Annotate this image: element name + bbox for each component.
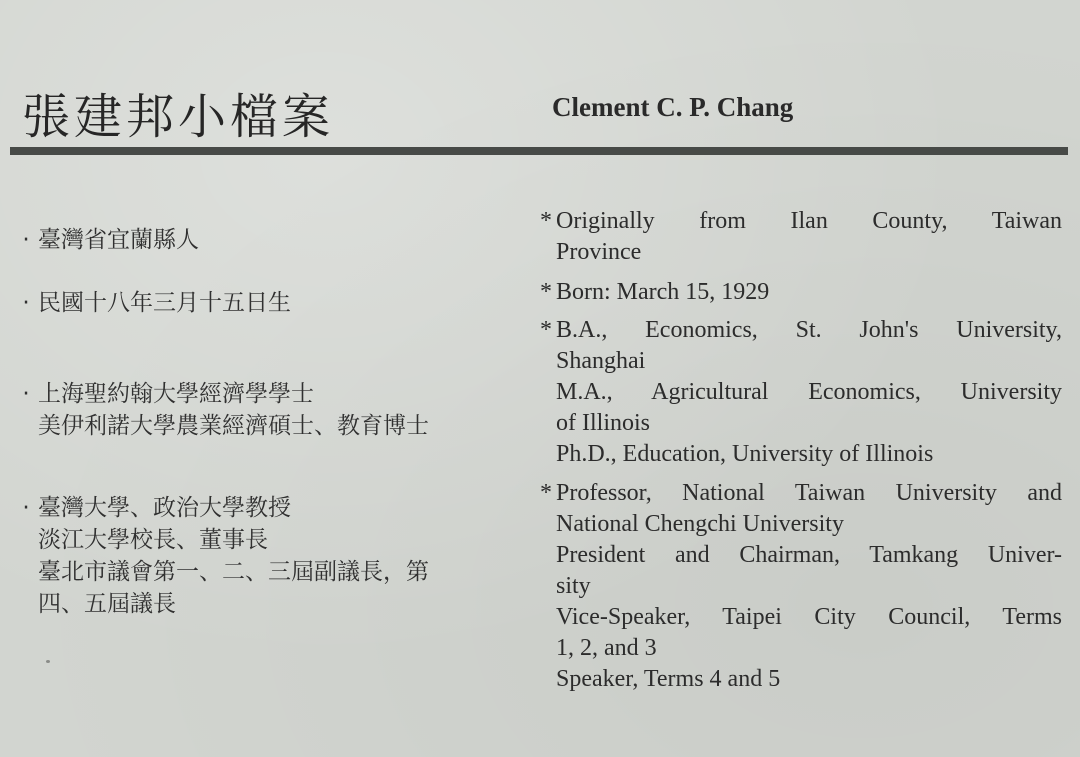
chinese-line: 美伊利諾大學農業經濟碩士、教育博士 bbox=[38, 413, 429, 439]
english-line: * Originally from Ilan County, Taiwan bbox=[540, 208, 1062, 234]
header-rule bbox=[10, 147, 1068, 155]
bullet-dot: · bbox=[22, 495, 30, 521]
english-line: Ph.D., Education, University of Illinois bbox=[556, 441, 934, 467]
english-line: Province bbox=[556, 239, 642, 265]
english-item bbox=[540, 478, 1062, 695]
english-item bbox=[540, 315, 1062, 470]
bullet-dot: · bbox=[22, 290, 30, 316]
chinese-item bbox=[14, 224, 524, 256]
english-line: National Chengchi University bbox=[556, 511, 844, 537]
english-line: M.A., Agricultural Economics, University bbox=[556, 379, 1062, 405]
paper-speck bbox=[46, 660, 50, 663]
english-line: * Professor, National Taiwan University and bbox=[540, 480, 1062, 506]
chinese-line: · 民國十八年三月十五日生 bbox=[14, 287, 524, 319]
chinese-line: 淡江大學校長、董事長 bbox=[38, 527, 268, 553]
chinese-line: · 上海聖約翰大學經濟學學士 bbox=[14, 378, 524, 410]
bullet-dot: · bbox=[22, 381, 30, 407]
english-line: President and Chairman, Tamkang Univer- bbox=[556, 542, 1062, 568]
chinese-item bbox=[14, 378, 524, 442]
english-item bbox=[540, 277, 1062, 308]
chinese-line: 臺北市議會第一、二、三屆副議長，第 bbox=[38, 559, 429, 585]
chinese-item bbox=[14, 287, 524, 319]
title-chinese: 張建邦小檔案 bbox=[22, 89, 335, 145]
english-line: * B.A., Economics, St. John's University, bbox=[540, 317, 1062, 343]
english-line: Speaker, Terms 4 and 5 bbox=[556, 666, 781, 692]
english-line: of Illinois bbox=[556, 410, 650, 436]
title-english: Clement C. P. Chang bbox=[552, 92, 794, 122]
chinese-line: · 臺灣省宜蘭縣人 bbox=[14, 224, 524, 256]
chinese-line: 四、五屆議長 bbox=[38, 591, 176, 617]
chinese-item bbox=[14, 492, 524, 620]
english-item bbox=[540, 206, 1062, 268]
english-line: Vice-Speaker, Taipei City Council, Terms bbox=[556, 604, 1062, 630]
english-line: 1, 2, and 3 bbox=[556, 635, 657, 661]
english-line: Shanghai bbox=[556, 348, 646, 374]
english-line: sity bbox=[556, 573, 591, 599]
bullet-dot: · bbox=[22, 227, 30, 253]
chinese-line: · 臺灣大學、政治大學教授 bbox=[14, 492, 524, 524]
english-line: * Born: March 15, 1929 bbox=[540, 279, 770, 305]
